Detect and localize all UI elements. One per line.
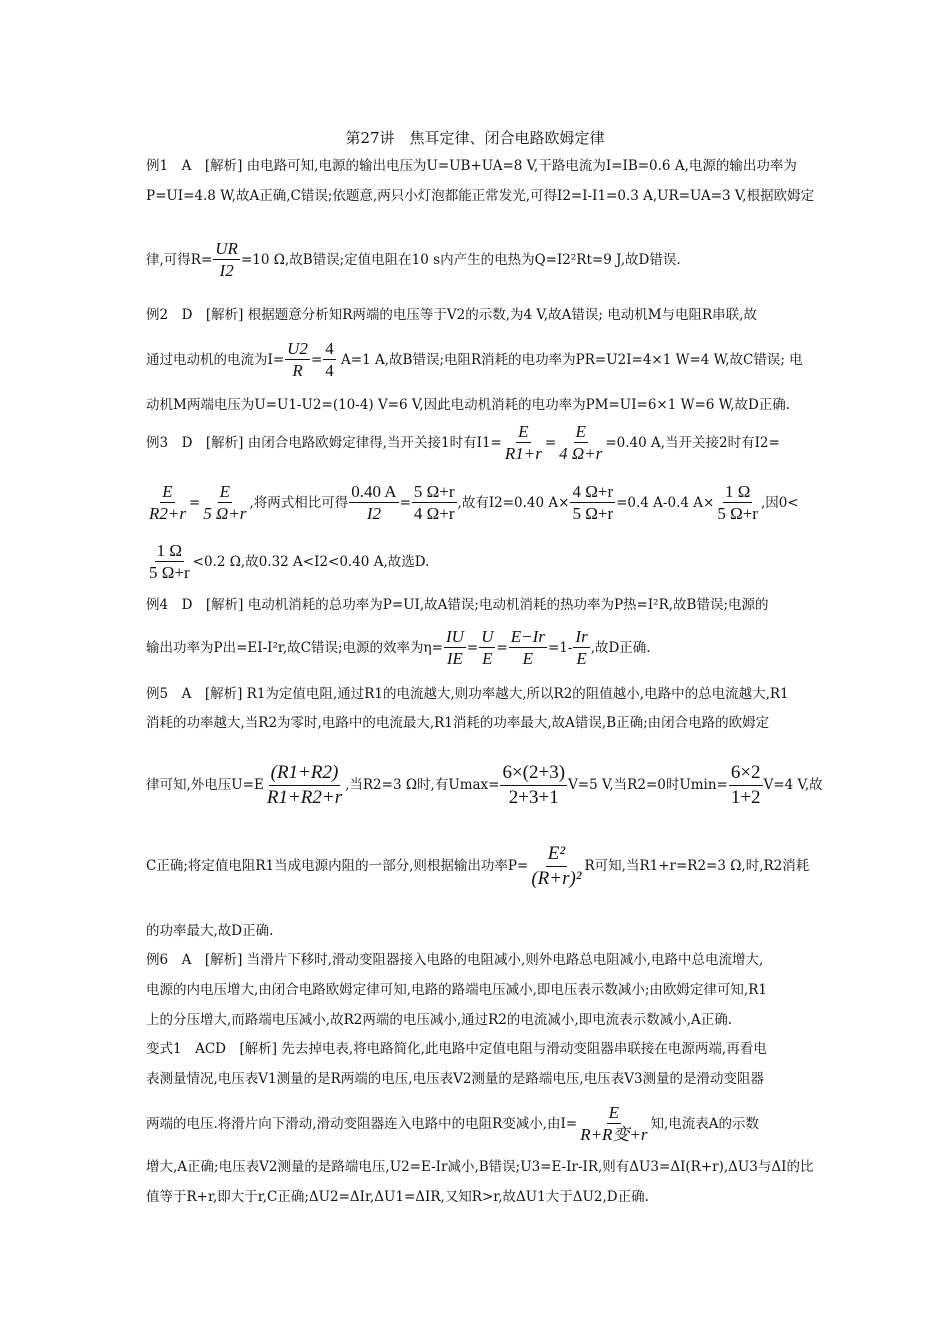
fraction: $\frac{4}{4}$ <box>325 339 334 380</box>
fraction: $\frac{0.40 A}{I2}$ <box>351 482 397 523</box>
ex6-line3: 上的分压增大,而路端电压减小,故R2两端的电压减小,通过R2的电流减小,即电流表示数减小,A正确. <box>146 1012 733 1028</box>
ex2-line2: 通过电动机的电流为I= $\frac{U2}{R}$ = $\frac{4}{4}$ A=1 A,故B错误;电阻R消耗的电功率为PR=U2I=4×1 W=4 W,故C错误; 电 <box>146 339 803 380</box>
ex5-line5: 的功率最大,故D正确. <box>146 923 274 939</box>
fraction: $\frac{1 \Omega}{5 \Omega+r}$ <box>149 541 190 582</box>
var1-line3: 两端的电压.将滑片向下滑动,滑动变阻器连入电路中的电阻R变减小,由I= $\frac{E}{\text{R+R变+r}}$ 知,电流表A的示数 <box>146 1103 760 1144</box>
fraction: $\frac{1 \Omega}{5 \Omega+r}$ <box>717 482 758 523</box>
var1-line4: 增大,A正确;电压表V2测量的是路端电压,U2=E-Ir减小,B错误;U3=E-Ir-IR,则有ΔU3=ΔI(R+r),ΔU3与ΔI的比 <box>146 1159 814 1175</box>
var1-line2: 表测量情况,电压表V1测量的是R两端的电压,电压表V2测量的是路端电压,电压表V3测量的是滑动变阻器 <box>146 1071 765 1087</box>
ex2-line1: 例2 D [解析] 根据题意分析知R两端的电压等于V2的示数,为4 V,故A错误; 电动机M与电阻R串联,故 <box>146 307 757 323</box>
fraction: $\frac{6\times(2+3)}{2+3+1}$ <box>502 762 566 808</box>
fraction: $\frac{U2}{R}$ <box>287 339 308 380</box>
fraction: $\frac{Ir}{E}$ <box>575 627 588 668</box>
fraction: $\frac{IU}{IE}$ <box>445 627 464 668</box>
fraction: $\frac{E}{R1+r}$ <box>504 422 542 463</box>
page-title: 第27讲 焦耳定律、闭合电路欧姆定律 <box>345 129 605 147</box>
fraction: $\frac{5 \Omega+r}{4 \Omega+r}$ <box>413 482 455 523</box>
ex5-line2: 消耗的功率越大,当R2为零时,电路中的电流最大,R1消耗的功率最大,故A错误,B正确;由闭合电路的欧姆定 <box>146 715 770 731</box>
fraction: $\frac{U}{E}$ <box>481 627 494 668</box>
ex1-line2: P=UI=4.8 W,故A正确,C错误;依题意,两只小灯泡都能正常发光,可得I2=I-I1=0.3 A,UR=UA=3 V,根据欧姆定 <box>146 188 815 204</box>
ex2-line3: 动机M两端电压为U=U1-U2=(10-4) V=6 V,因此电动机消耗的电功率为PM=UI=6×1 W=6 W,故D正确. <box>146 397 791 413</box>
fraction: $\frac{E}{\text{R+R变+r}}$ <box>580 1103 648 1144</box>
ex6-line1: 例6 A [解析] 当滑片下移时,滑动变阻器接入电路的电阻减小,则外电路总电阻减小,电路中总电流增大, <box>146 952 764 968</box>
ex4-line2: 输出功率为P出=EI-I²r,故C错误;电源的效率为η= $\frac{IU}{IE}$ = $\frac{U}{E}$ = $\frac{E-Ir}{E}$ =1- $\frac{Ir}{E}$ ,故D正确. <box>146 627 651 668</box>
ex3-line2: $\frac{E}{R2+r}$ = $\frac{E}{5 \Omega+r}$ ,将两式相比可得 $\frac{0.40 A}{I2}$ = $\frac{5 \Omega+r}{4 \Omega+r}$ ,故有I2=0.40 A× $\frac{4 \Omega+r}{5 \Omega+r}$ =0.4 A-0.4 A× $\frac{1 \Omega}{5 \Omega+r}$ ,因0< <box>149 482 799 523</box>
fraction: $\frac{E}{R2+r}$ <box>149 482 186 523</box>
ex1-line3: 律,可得R= $\frac{UR}{I2}$ =10 Ω,故B错误;定值电阻在10 s内产生的电热为Q=I2²Rt=9 J,故D错误. <box>146 239 681 280</box>
fraction: $\frac{E}{5 \Omega+r}$ <box>203 482 247 523</box>
fraction: $\frac{(R1+R2)}{R1+R2+r}$ <box>266 762 343 808</box>
ex5-line1: 例5 A [解析] R1为定值电阻,通过R1的电流越大,则功率越大,所以R2的阻值越小,电路中的总电流越大,R1 <box>146 686 789 702</box>
ex5-line4: C正确;将定值电阻R1当成电源内阻的一部分,则根据输出功率P= $\frac{\text{E²}}{\text{(R+r)²}}$ R可知,当R1+r=R2=3 Ω,时,R2消耗 <box>146 843 810 889</box>
fraction: $\frac{4 \Omega+r}{5 \Omega+r}$ <box>572 482 614 523</box>
ex3-line1: 例3 D [解析] 由闭合电路欧姆定律得,当开关接1时有I1= $\frac{E}{R1+r}$ = $\frac{E}{4 \Omega+r}$ =0.40 A,当开关接2时有I2= <box>146 422 780 463</box>
fraction: $\frac{E}{4 \Omega+r}$ <box>559 422 603 463</box>
fraction: $\frac{\text{E²}}{\text{(R+r)²}}$ <box>531 843 582 889</box>
ex3-line3: $\frac{1 \Omega}{5 \Omega+r}$ <0.2 Ω,故0.32 A<I2<0.40 A,故选D. <box>149 541 430 582</box>
ex6-line2: 电源的内电压增大,由闭合电路欧姆定律可知,电路的路端电压减小,即电压表示数减小;由欧姆定律可知,R1 <box>146 982 767 998</box>
ex5-line3: 律可知,外电压U=E $\frac{(R1+R2)}{R1+R2+r}$ ,当R2=3 Ω时,有Umax= $\frac{6\times(2+3)}{2+3+1}$ V=5 V,当R2=0时Umin= $\frac{6\times 2}{1+2}$ V=4 V,故 <box>146 762 823 808</box>
fraction: $\frac{UR}{I2}$ <box>215 239 238 280</box>
fraction: $\frac{E-Ir}{E}$ <box>510 627 545 668</box>
fraction: $\frac{6\times 2}{1+2}$ <box>730 762 761 808</box>
var1-line5: 值等于R+r,即大于r,C正确;ΔU2=ΔIr,ΔU1=ΔIR,又知R>r,故ΔU1大于ΔU2,D正确. <box>146 1189 649 1205</box>
ex1-line1: 例1 A [解析] 由电路可知,电源的输出电压为U=UB+UA=8 V,干路电流为I=IB=0.6 A,电源的输出功率为 <box>146 158 797 174</box>
var1-line1: 变式1 ACD [解析] 先去掉电表,将电路简化,此电路中定值电阻与滑动变阻器串联接在电源两端,再看电 <box>146 1041 767 1057</box>
ex4-line1: 例4 D [解析] 电动机消耗的总功率为P=UI,故A错误;电动机消耗的热功率为P热=I²R,故B错误;电源的 <box>146 597 769 613</box>
